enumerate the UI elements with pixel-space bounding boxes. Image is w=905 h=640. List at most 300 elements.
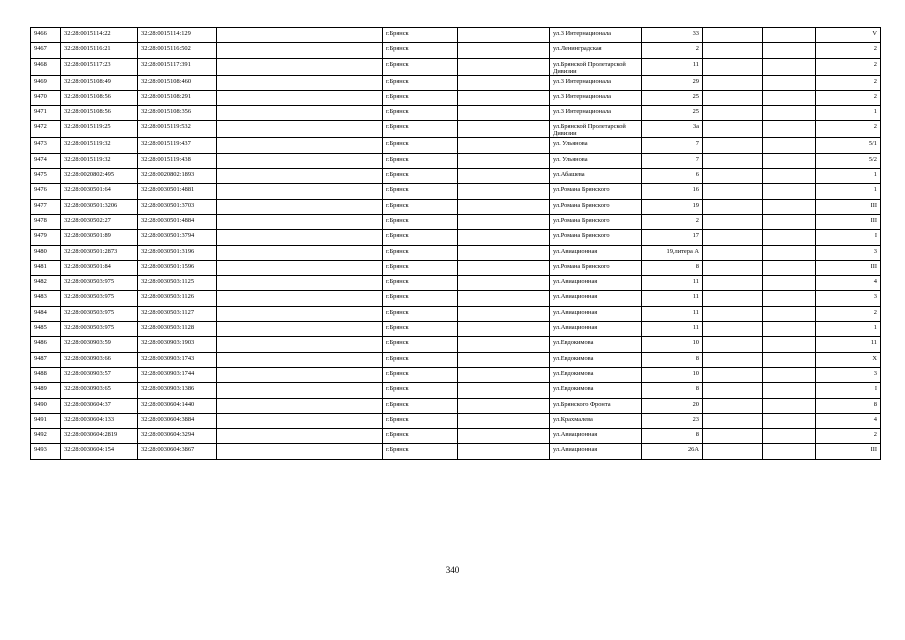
cell-flat: 4	[816, 413, 881, 428]
cell-street: ул.Брянской Пролетарской Дивизии	[550, 121, 642, 138]
cell-city: г.Брянск	[383, 106, 458, 121]
cell-street: ул.Евдокимова	[550, 383, 642, 398]
cell-empty	[703, 214, 763, 229]
cell-street: ул.Брянского Фронта	[550, 398, 642, 413]
cell-flat: III	[816, 214, 881, 229]
cell-object-cadastral-number: 32:28:0030501:3703	[138, 199, 217, 214]
cell-flat: III	[816, 260, 881, 275]
cell-empty	[763, 306, 816, 321]
cell-cadastral-number: 32:28:0015119:25	[61, 121, 138, 138]
cell-empty	[217, 260, 383, 275]
cell-empty	[458, 367, 550, 382]
cell-flat: 4	[816, 276, 881, 291]
cell-empty	[703, 90, 763, 105]
cell-street: ул.Авиационная	[550, 322, 642, 337]
cell-street: ул.Евдокимова	[550, 337, 642, 352]
cell-city: г.Брянск	[383, 58, 458, 75]
cell-cadastral-number: 32:28:0015108:49	[61, 75, 138, 90]
cell-cadastral-number: 32:28:0020802:495	[61, 169, 138, 184]
registry-table	[30, 27, 881, 460]
table-row	[31, 90, 881, 105]
cell-record-number: 9482	[31, 276, 61, 291]
cell-house: 23	[642, 413, 703, 428]
cell-empty	[458, 444, 550, 459]
cell-flat: III	[816, 199, 881, 214]
cell-street: ул.Крахмалева	[550, 413, 642, 428]
cell-record-number: 9489	[31, 383, 61, 398]
cell-cadastral-number: 32:28:0015119:32	[61, 153, 138, 168]
cell-street: ул. Ульянова	[550, 153, 642, 168]
cell-cadastral-number: 32:28:0030604:2819	[61, 429, 138, 444]
cell-flat: 2	[816, 43, 881, 58]
cell-empty	[458, 398, 550, 413]
table-row	[31, 337, 881, 352]
cell-empty	[458, 58, 550, 75]
cell-empty	[703, 199, 763, 214]
cell-house: 25	[642, 90, 703, 105]
cell-street: ул.Авиационная	[550, 444, 642, 459]
cell-record-number: 9468	[31, 58, 61, 75]
cell-city: г.Брянск	[383, 245, 458, 260]
cell-empty	[217, 121, 383, 138]
page-number: 340	[445, 565, 460, 575]
cell-object-cadastral-number: 32:28:0030903:1744	[138, 367, 217, 382]
cell-object-cadastral-number: 32:28:0030604:3884	[138, 413, 217, 428]
cell-street: ул.3 Интернационала	[550, 28, 642, 43]
cell-cadastral-number: 32:28:0030503:975	[61, 306, 138, 321]
cell-empty	[458, 90, 550, 105]
cell-object-cadastral-number: 32:28:0015119:437	[138, 138, 217, 153]
cell-city: г.Брянск	[383, 444, 458, 459]
cell-empty	[763, 413, 816, 428]
cell-street: ул.Абашева	[550, 169, 642, 184]
cell-record-number: 9472	[31, 121, 61, 138]
cell-city: г.Брянск	[383, 138, 458, 153]
cell-street: ул.Авиационная	[550, 291, 642, 306]
cell-flat: 3	[816, 291, 881, 306]
table-row	[31, 260, 881, 275]
cell-empty	[763, 291, 816, 306]
cell-empty	[763, 260, 816, 275]
cell-city: г.Брянск	[383, 413, 458, 428]
cell-object-cadastral-number: 32:28:0030501:4884	[138, 214, 217, 229]
cell-empty	[763, 28, 816, 43]
cell-object-cadastral-number: 32:28:0015108:291	[138, 90, 217, 105]
cell-object-cadastral-number: 32:28:0015119:532	[138, 121, 217, 138]
cell-city: г.Брянск	[383, 429, 458, 444]
cell-empty	[703, 75, 763, 90]
cell-cadastral-number: 32:28:0030503:975	[61, 276, 138, 291]
cell-empty	[217, 28, 383, 43]
cell-empty	[217, 43, 383, 58]
cell-empty	[458, 75, 550, 90]
table-row	[31, 245, 881, 260]
cell-empty	[703, 169, 763, 184]
table-row	[31, 291, 881, 306]
cell-empty	[763, 58, 816, 75]
cell-empty	[217, 184, 383, 199]
cell-empty	[217, 444, 383, 459]
cell-empty	[703, 28, 763, 43]
cell-house: 29	[642, 75, 703, 90]
cell-street: ул.Ленинградская	[550, 43, 642, 58]
cell-flat: I	[816, 383, 881, 398]
cell-empty	[458, 199, 550, 214]
cell-flat: 1	[816, 106, 881, 121]
cell-empty	[458, 276, 550, 291]
table-row	[31, 398, 881, 413]
cell-cadastral-number: 32:28:0030903:57	[61, 367, 138, 382]
cell-empty	[217, 90, 383, 105]
cell-object-cadastral-number: 32:28:0015108:460	[138, 75, 217, 90]
cell-empty	[458, 153, 550, 168]
cell-record-number: 9492	[31, 429, 61, 444]
cell-house: 7	[642, 153, 703, 168]
cell-empty	[458, 352, 550, 367]
cell-record-number: 9478	[31, 214, 61, 229]
cell-record-number: 9470	[31, 90, 61, 105]
cell-house: 17	[642, 230, 703, 245]
cell-street: ул.3 Интернационала	[550, 90, 642, 105]
cell-empty	[217, 153, 383, 168]
cell-flat: 5/2	[816, 153, 881, 168]
cell-cadastral-number: 32:28:0030501:89	[61, 230, 138, 245]
cell-record-number: 9493	[31, 444, 61, 459]
cell-object-cadastral-number: 32:28:0030501:4881	[138, 184, 217, 199]
cell-flat: I	[816, 230, 881, 245]
cell-house: 11	[642, 322, 703, 337]
table-row	[31, 169, 881, 184]
cell-empty	[458, 337, 550, 352]
table-row	[31, 383, 881, 398]
cell-record-number: 9485	[31, 322, 61, 337]
cell-object-cadastral-number: 32:28:0015117:391	[138, 58, 217, 75]
cell-empty	[458, 413, 550, 428]
cell-flat: 1	[816, 169, 881, 184]
cell-empty	[703, 43, 763, 58]
table-row	[31, 106, 881, 121]
cell-empty	[458, 260, 550, 275]
cell-record-number: 9483	[31, 291, 61, 306]
cell-house: 10	[642, 367, 703, 382]
cell-flat: 8	[816, 398, 881, 413]
cell-record-number: 9488	[31, 367, 61, 382]
table-row	[31, 367, 881, 382]
cell-empty	[703, 383, 763, 398]
cell-empty	[217, 58, 383, 75]
cell-city: г.Брянск	[383, 398, 458, 413]
cell-empty	[217, 291, 383, 306]
cell-flat: 1	[816, 322, 881, 337]
cell-flat: 3	[816, 367, 881, 382]
cell-flat: X	[816, 352, 881, 367]
cell-cadastral-number: 32:28:0030502:27	[61, 214, 138, 229]
cell-house: 6	[642, 169, 703, 184]
cell-house: 33	[642, 28, 703, 43]
cell-object-cadastral-number: 32:28:0030903:1743	[138, 352, 217, 367]
cell-empty	[703, 352, 763, 367]
cell-flat: 3	[816, 245, 881, 260]
cell-empty	[763, 398, 816, 413]
cell-flat: 5/1	[816, 138, 881, 153]
cell-city: г.Брянск	[383, 306, 458, 321]
cell-record-number: 9475	[31, 169, 61, 184]
cell-house: 20	[642, 398, 703, 413]
cell-empty	[703, 367, 763, 382]
cell-street: ул.Романа Брянского	[550, 184, 642, 199]
cell-cadastral-number: 32:28:0030501:3206	[61, 199, 138, 214]
cell-empty	[703, 276, 763, 291]
cell-city: г.Брянск	[383, 352, 458, 367]
cell-street: ул.Романа Брянского	[550, 214, 642, 229]
cell-record-number: 9476	[31, 184, 61, 199]
cell-house: 3а	[642, 121, 703, 138]
cell-city: г.Брянск	[383, 367, 458, 382]
cell-house: 2	[642, 214, 703, 229]
cell-cadastral-number: 32:28:0030604:154	[61, 444, 138, 459]
cell-city: г.Брянск	[383, 75, 458, 90]
cell-record-number: 9467	[31, 43, 61, 58]
cell-city: г.Брянск	[383, 169, 458, 184]
cell-flat: 2	[816, 58, 881, 75]
cell-empty	[458, 306, 550, 321]
cell-cadastral-number: 32:28:0015116:21	[61, 43, 138, 58]
cell-object-cadastral-number: 32:28:0015119:438	[138, 153, 217, 168]
cell-empty	[458, 291, 550, 306]
cell-street: ул.Авиационная	[550, 276, 642, 291]
cell-empty	[703, 337, 763, 352]
cell-house: 2	[642, 43, 703, 58]
cell-city: г.Брянск	[383, 184, 458, 199]
cell-empty	[217, 230, 383, 245]
cell-empty	[458, 106, 550, 121]
cell-record-number: 9486	[31, 337, 61, 352]
cell-record-number: 9490	[31, 398, 61, 413]
cell-empty	[458, 214, 550, 229]
cell-empty	[703, 398, 763, 413]
table-row	[31, 28, 881, 43]
cell-city: г.Брянск	[383, 260, 458, 275]
cell-object-cadastral-number: 32:28:0030501:3196	[138, 245, 217, 260]
cell-empty	[703, 245, 763, 260]
cell-city: г.Брянск	[383, 383, 458, 398]
cell-empty	[703, 58, 763, 75]
cell-street: ул.Романа Брянского	[550, 199, 642, 214]
cell-empty	[703, 306, 763, 321]
cell-empty	[763, 121, 816, 138]
cell-empty	[763, 230, 816, 245]
cell-record-number: 9477	[31, 199, 61, 214]
cell-record-number: 9487	[31, 352, 61, 367]
cell-empty	[763, 199, 816, 214]
table-row	[31, 322, 881, 337]
cell-city: г.Брянск	[383, 230, 458, 245]
cell-city: г.Брянск	[383, 43, 458, 58]
cell-empty	[763, 184, 816, 199]
cell-record-number: 9479	[31, 230, 61, 245]
cell-street: ул.Брянской Пролетарской Дивизии	[550, 58, 642, 75]
cell-object-cadastral-number: 32:28:0030903:1903	[138, 337, 217, 352]
cell-cadastral-number: 32:28:0015119:32	[61, 138, 138, 153]
cell-empty	[217, 106, 383, 121]
cell-house: 8	[642, 383, 703, 398]
cell-empty	[703, 322, 763, 337]
cell-empty	[458, 230, 550, 245]
cell-empty	[217, 383, 383, 398]
cell-empty	[763, 337, 816, 352]
cell-empty	[217, 322, 383, 337]
cell-empty	[458, 184, 550, 199]
cell-cadastral-number: 32:28:0015117:23	[61, 58, 138, 75]
cell-empty	[703, 429, 763, 444]
cell-object-cadastral-number: 32:28:0030604:1440	[138, 398, 217, 413]
cell-empty	[458, 28, 550, 43]
cell-flat: 11	[816, 337, 881, 352]
cell-house: 11	[642, 276, 703, 291]
cell-empty	[703, 121, 763, 138]
cell-city: г.Брянск	[383, 28, 458, 43]
cell-record-number: 9481	[31, 260, 61, 275]
cell-empty	[763, 90, 816, 105]
table-row	[31, 43, 881, 58]
table-row	[31, 214, 881, 229]
cell-empty	[703, 291, 763, 306]
cell-house: 7	[642, 138, 703, 153]
cell-empty	[458, 429, 550, 444]
cell-house: 19	[642, 199, 703, 214]
cell-empty	[217, 75, 383, 90]
cell-empty	[763, 214, 816, 229]
cell-flat: 2	[816, 75, 881, 90]
cell-empty	[458, 43, 550, 58]
cell-empty	[763, 367, 816, 382]
cell-empty	[217, 199, 383, 214]
cell-object-cadastral-number: 32:28:0030503:1125	[138, 276, 217, 291]
cell-cadastral-number: 32:28:0030501:2873	[61, 245, 138, 260]
cell-city: г.Брянск	[383, 322, 458, 337]
cell-empty	[458, 245, 550, 260]
table-row	[31, 153, 881, 168]
cell-empty	[763, 75, 816, 90]
cell-empty	[703, 138, 763, 153]
cell-empty	[763, 106, 816, 121]
cell-house: 11	[642, 291, 703, 306]
cell-empty	[763, 444, 816, 459]
cell-street: ул.Авиационная	[550, 429, 642, 444]
cell-flat: V	[816, 28, 881, 43]
cell-record-number: 9471	[31, 106, 61, 121]
cell-street: ул.Евдокимова	[550, 367, 642, 382]
cell-city: г.Брянск	[383, 153, 458, 168]
cell-cadastral-number: 32:28:0030604:37	[61, 398, 138, 413]
cell-city: г.Брянск	[383, 291, 458, 306]
registry-table-body	[31, 28, 881, 460]
cell-house: 25	[642, 106, 703, 121]
cell-street: ул. Ульянова	[550, 138, 642, 153]
cell-cadastral-number: 32:28:0030503:975	[61, 291, 138, 306]
cell-house: 16	[642, 184, 703, 199]
cell-empty	[217, 245, 383, 260]
cell-cadastral-number: 32:28:0030501:84	[61, 260, 138, 275]
cell-object-cadastral-number: 32:28:0030501:3794	[138, 230, 217, 245]
cell-empty	[703, 260, 763, 275]
cell-city: г.Брянск	[383, 276, 458, 291]
cell-empty	[703, 153, 763, 168]
cell-street: ул.Романа Брянского	[550, 260, 642, 275]
table-row	[31, 58, 881, 75]
cell-house: 8	[642, 429, 703, 444]
cell-street: ул.3 Интернационала	[550, 75, 642, 90]
cell-empty	[703, 106, 763, 121]
cell-house: 10	[642, 337, 703, 352]
cell-empty	[217, 337, 383, 352]
cell-empty	[217, 352, 383, 367]
cell-empty	[217, 413, 383, 428]
cell-city: г.Брянск	[383, 90, 458, 105]
cell-empty	[763, 169, 816, 184]
cell-object-cadastral-number: 32:28:0015116:502	[138, 43, 217, 58]
cell-empty	[763, 153, 816, 168]
cell-record-number: 9473	[31, 138, 61, 153]
cell-street: ул.Романа Брянского	[550, 230, 642, 245]
cell-cadastral-number: 32:28:0015108:56	[61, 106, 138, 121]
cell-house: 11	[642, 58, 703, 75]
cell-flat: 2	[816, 306, 881, 321]
cell-empty	[763, 429, 816, 444]
cell-city: г.Брянск	[383, 214, 458, 229]
cell-empty	[217, 367, 383, 382]
cell-city: г.Брянск	[383, 337, 458, 352]
table-row	[31, 230, 881, 245]
cell-record-number: 9484	[31, 306, 61, 321]
cell-house: 8	[642, 352, 703, 367]
cell-city: г.Брянск	[383, 199, 458, 214]
cell-cadastral-number: 32:28:0030501:64	[61, 184, 138, 199]
cell-city: г.Брянск	[383, 121, 458, 138]
cell-empty	[763, 322, 816, 337]
cell-empty	[703, 444, 763, 459]
cell-empty	[217, 429, 383, 444]
cell-street: ул.Авиационная	[550, 306, 642, 321]
cell-empty	[763, 43, 816, 58]
cell-empty	[763, 245, 816, 260]
cell-object-cadastral-number: 32:28:0015108:356	[138, 106, 217, 121]
cell-record-number: 9469	[31, 75, 61, 90]
cell-object-cadastral-number: 32:28:0030903:1386	[138, 383, 217, 398]
cell-cadastral-number: 32:28:0030604:133	[61, 413, 138, 428]
table-row	[31, 352, 881, 367]
cell-empty	[703, 413, 763, 428]
table-row	[31, 199, 881, 214]
cell-empty	[763, 383, 816, 398]
cell-cadastral-number: 32:28:0030903:59	[61, 337, 138, 352]
cell-flat: III	[816, 444, 881, 459]
table-row	[31, 444, 881, 459]
cell-empty	[217, 306, 383, 321]
cell-flat: 1	[816, 184, 881, 199]
cell-cadastral-number: 32:28:0030503:975	[61, 322, 138, 337]
table-row	[31, 75, 881, 90]
cell-house: 26А	[642, 444, 703, 459]
cell-street: ул.3 Интернационала	[550, 106, 642, 121]
cell-empty	[217, 276, 383, 291]
table-row	[31, 138, 881, 153]
cell-object-cadastral-number: 32:28:0030501:1596	[138, 260, 217, 275]
cell-object-cadastral-number: 32:28:0030503:1127	[138, 306, 217, 321]
cell-object-cadastral-number: 32:28:0030503:1128	[138, 322, 217, 337]
cell-object-cadastral-number: 32:28:0030503:1126	[138, 291, 217, 306]
cell-object-cadastral-number: 32:28:0015114:129	[138, 28, 217, 43]
